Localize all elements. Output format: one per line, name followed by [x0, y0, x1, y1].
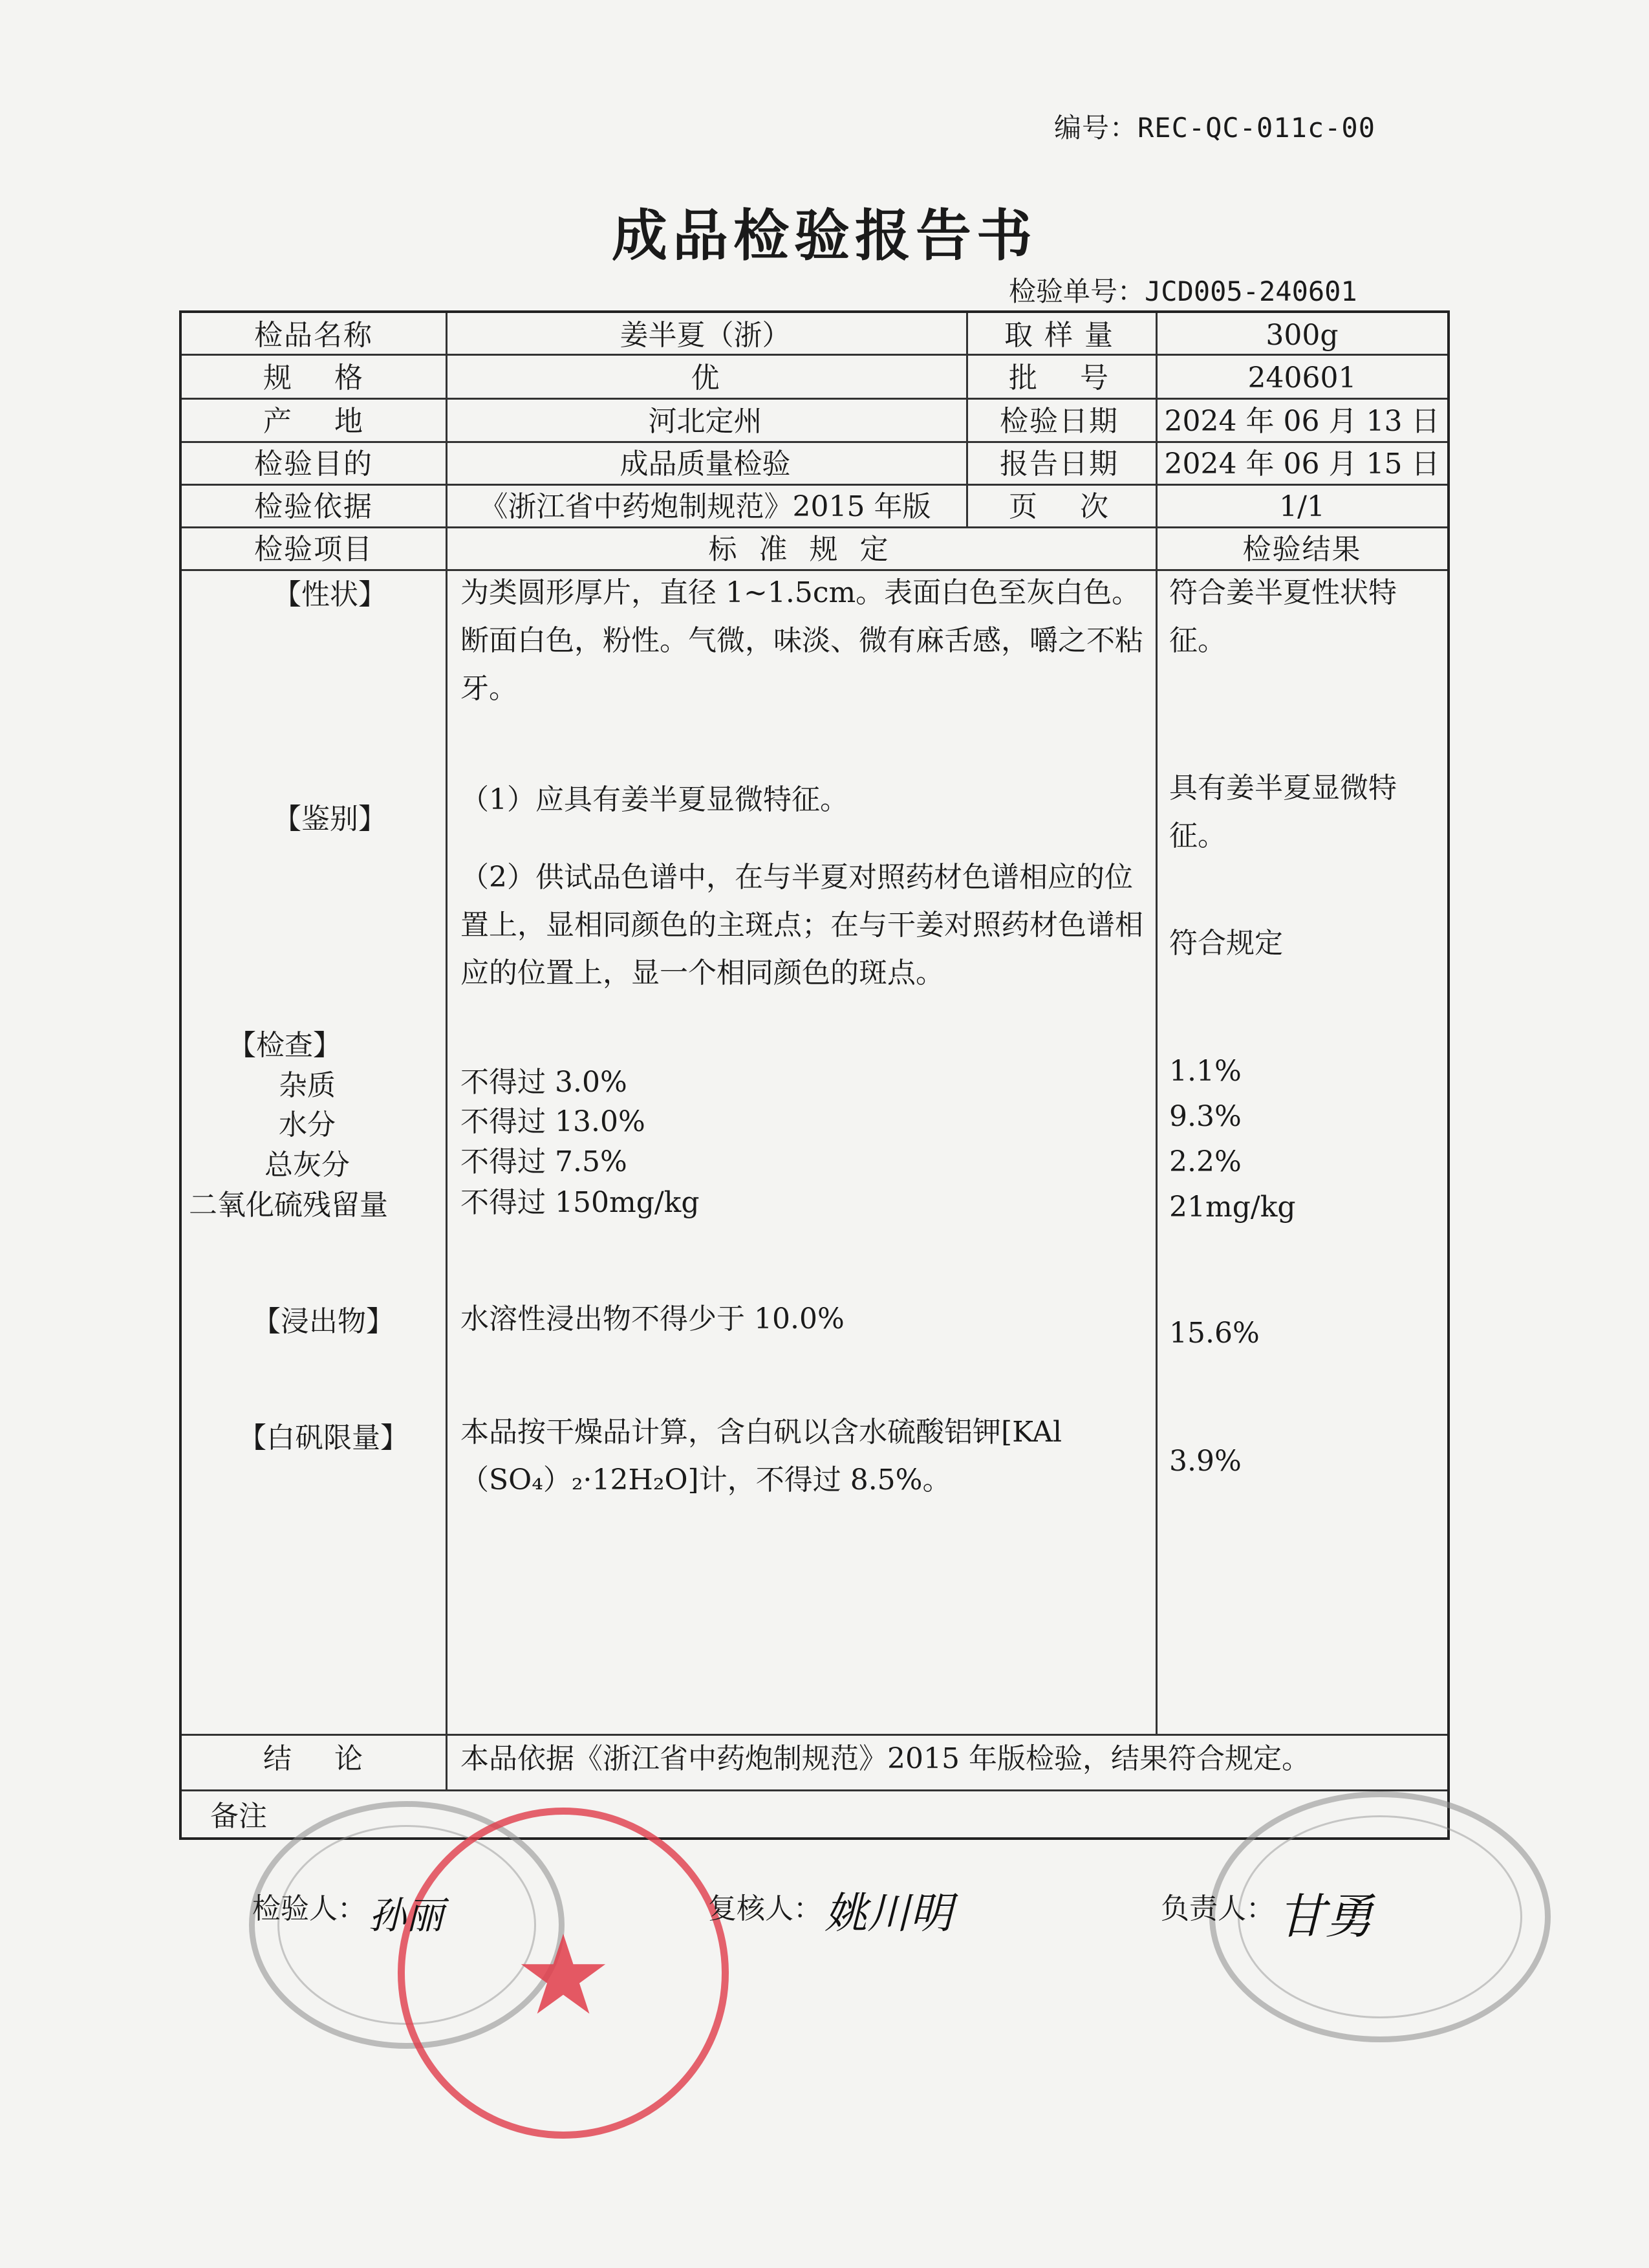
page-label: 页 次 [1009, 490, 1110, 523]
column-header-item: 检验项目 [254, 533, 373, 566]
inspector-label: 检验人： [252, 1892, 366, 1925]
document-number: 编号：REC-QC-011c-00 [1054, 112, 1376, 144]
product-name-value: 姜半夏（浙） [620, 319, 791, 352]
conclusion-text: 本品依据《浙江省中药炮制规范》2015 年版检验，结果符合规定。 [460, 1742, 1310, 1775]
report-date-label: 报告日期 [1000, 448, 1119, 481]
red-quality-stamp [398, 1808, 729, 2139]
inspection-row-result: 1.1% [1169, 1055, 1242, 1088]
column-header-standard: 标 准 规 定 [708, 533, 890, 566]
batch-label: 批 号 [1009, 362, 1110, 394]
sample-qty-label: 取 样 量 [1004, 319, 1114, 352]
red-stamp-star-icon: ★ [513, 1912, 613, 2040]
product-name-label: 检品名称 [254, 319, 373, 352]
inspection-row-standard: 不得过 7.5% [460, 1145, 627, 1178]
report-date-value: 2024 年 06 月 15 日 [1164, 448, 1440, 481]
responsible-label: 负责人： [1161, 1892, 1275, 1925]
extract-standard: 水溶性浸出物不得少于 10.0% [460, 1302, 845, 1335]
responsible-signature: 甘勇 [1277, 1889, 1373, 1945]
alum-item: 【白矾限量】 [238, 1421, 409, 1454]
basis-label: 检验依据 [254, 490, 373, 523]
test-date-label: 检验日期 [1000, 405, 1119, 438]
inspector-signature: 孙丽 [369, 1894, 444, 1938]
alum-standard: 本品按干燥品计算，含白矾以含水硫酸铝钾[KAl（SO₄）₂·12H₂O]计，不得过 8.5%。 [460, 1416, 1062, 1496]
extract-item: 【浸出物】 [252, 1305, 394, 1338]
character-item: 【性状】 [273, 578, 387, 611]
reviewer-label: 复核人： [708, 1892, 822, 1925]
origin-label: 产 地 [263, 405, 364, 438]
basis-value: 《浙江省中药炮制规范》2015 年版 [479, 490, 931, 523]
batch-value: 240601 [1247, 362, 1357, 394]
reviewer-signature: 姚川明 [824, 1888, 953, 1938]
inspection-row-standard: 不得过 150mg/kg [460, 1186, 700, 1219]
report-title: 成品检验报告书 [612, 204, 1037, 268]
spec-value: 优 [691, 362, 720, 394]
identification-standard-2: （2）供试品色谱中，在与半夏对照药材色谱相应的位置上，显相同颜色的主斑点；在与干姜对照药材色谱相应的位置上，显一个相同颜色的斑点。 [460, 861, 1143, 989]
inspection-row-name: 杂质 [279, 1069, 336, 1102]
character-result: 符合姜半夏性状特征。 [1169, 576, 1397, 657]
inspection-row-standard: 不得过 13.0% [460, 1105, 645, 1138]
sample-qty-value: 300g [1266, 319, 1339, 352]
inspection-number: 检验单号：JCD005-240601 [1009, 275, 1357, 307]
column-header-result: 检验结果 [1242, 533, 1362, 566]
inspection-row-result: 2.2% [1169, 1145, 1242, 1178]
inspection-row-standard: 不得过 3.0% [460, 1066, 627, 1099]
page-value: 1/1 [1279, 490, 1325, 523]
identification-item: 【鉴别】 [273, 803, 387, 836]
inspection-row-result: 21mg/kg [1169, 1191, 1296, 1224]
identification-result-1: 具有姜半夏显微特征。 [1169, 772, 1397, 852]
spec-label: 规 格 [263, 362, 364, 394]
character-standard: 为类圆形厚片，直径 1~1.5cm。表面白色至灰白色。断面白色，粉性。气微，味淡、微有麻舌感，嚼之不粘牙。 [460, 576, 1143, 705]
inspection-row-name: 水分 [279, 1108, 336, 1141]
test-date-value: 2024 年 06 月 13 日 [1164, 405, 1440, 438]
identification-standard-1: （1）应具有姜半夏显微特征。 [460, 783, 848, 816]
alum-result: 3.9% [1169, 1445, 1242, 1478]
inspection-row-name: 总灰分 [264, 1149, 350, 1182]
identification-result-2: 符合规定 [1169, 927, 1283, 960]
purpose-value: 成品质量检验 [620, 448, 791, 481]
conclusion-label: 结 论 [263, 1742, 364, 1775]
inspection-item: 【检查】 [228, 1029, 341, 1062]
extract-result: 15.6% [1169, 1317, 1260, 1350]
purpose-label: 检验目的 [254, 448, 373, 481]
origin-value: 河北定州 [648, 405, 762, 438]
inspection-row-name: 二氧化硫残留量 [189, 1189, 388, 1222]
inspection-row-result: 9.3% [1169, 1100, 1242, 1133]
remarks-label: 备注 [210, 1800, 267, 1833]
